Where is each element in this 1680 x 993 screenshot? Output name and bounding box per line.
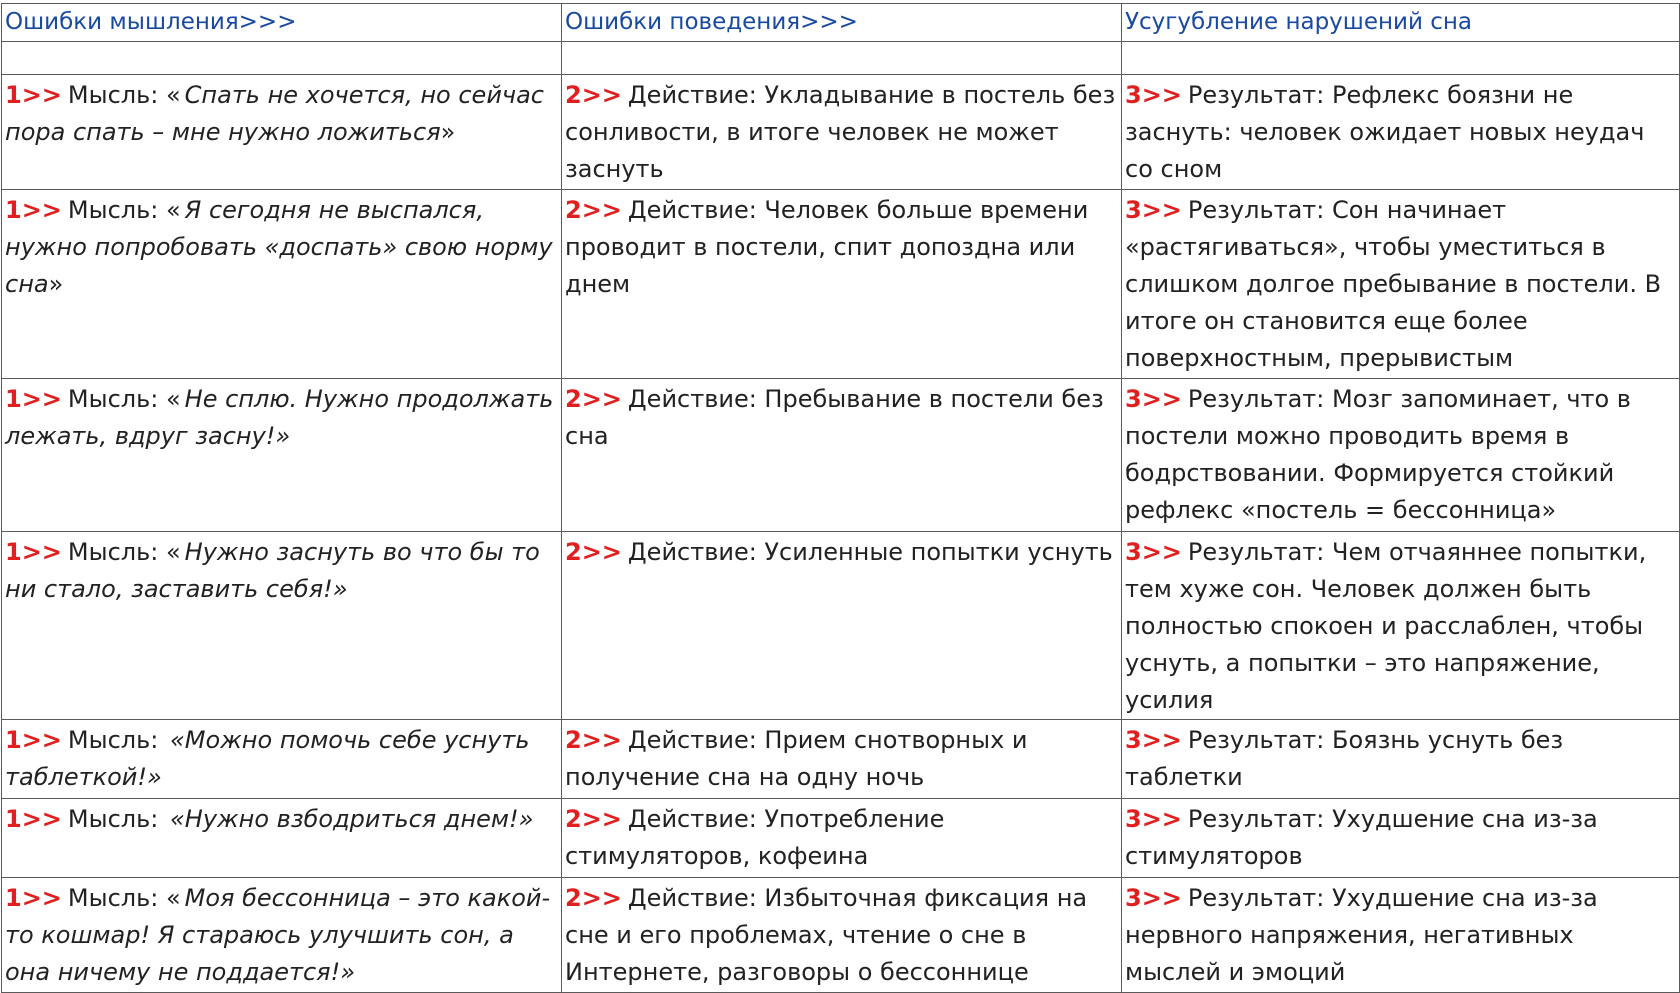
action-marker: 2>> [565,726,622,754]
thought-cell [2,532,562,720]
thought-prefix: Мысль: « [67,196,181,224]
result-marker: 3>> [1125,805,1182,833]
action-text: Действие: Усиленные попытки уснуть [627,538,1113,566]
thought-quote: «Нужно взбодриться днем!» [169,805,534,833]
action-cell [562,379,1122,532]
result-marker: 3>> [1125,385,1182,413]
action-text: Действие: Прием снотворных и получение сна на одну ночь [565,726,1028,791]
result-text: Результат: Сон начинает «растягиваться», чтобы уместиться в слишком долгое пребывание в постели. В итоге он становится еще более поверхностным, прерывистым [1125,196,1662,372]
empty-cell [2,42,562,75]
result-cell [1122,190,1680,379]
header-sleep-worsening: Усугубление нарушений сна [1122,4,1680,42]
thought-prefix: Мысль: « [67,538,181,566]
result-cell [1122,799,1680,878]
thought-marker: 1>> [5,385,62,413]
action-marker: 2>> [565,196,622,224]
action-marker: 2>> [565,884,622,912]
thought-cell [2,190,562,379]
action-marker: 2>> [565,81,622,109]
action-text: Действие: Пребывание в постели без сна [565,385,1104,450]
action-cell [562,190,1122,379]
thought-marker: 1>> [5,805,62,833]
spacer-row [2,42,1680,75]
thought-marker: 1>> [5,196,62,224]
thought-quote: Спать не хочется, но сейчас пора спать – мне нужно ложиться [5,81,544,146]
result-marker: 3>> [1125,726,1182,754]
action-marker: 2>> [565,805,622,833]
action-text: Действие: Употребление стимуляторов, кофеина [565,805,945,870]
result-marker: 3>> [1125,538,1182,566]
table-row [2,878,1680,993]
thought-marker: 1>> [5,538,62,566]
empty-cell [562,42,1122,75]
table-row [2,532,1680,720]
result-text: Результат: Рефлекс боязни не заснуть: человек ожидает новых неудач со сном [1125,81,1645,183]
thought-prefix: Мысль: [67,805,166,833]
sleep-errors-table [1,3,1680,993]
action-text: Действие: Избыточная фиксация на сне и его проблемах, чтение о сне в Интернете, разговоры о бессоннице [565,884,1088,986]
header-thinking-errors: Ошибки мышления>>> [2,4,562,42]
thought-marker: 1>> [5,884,62,912]
result-cell [1122,878,1680,993]
result-marker: 3>> [1125,884,1182,912]
result-text: Результат: Мозг запоминает, что в постели можно проводить время в бодрствовании. Формируется стойкий рефлекс «постель = бессонница» [1125,385,1631,524]
header-behavior-errors: Ошибки поведения>>> [562,4,1122,42]
action-text: Действие: Укладывание в постель без сонливости, в итоге человек не может заснуть [565,81,1116,183]
thought-quote: Не сплю. Нужно продолжать лежать, вдруг засну!» [5,385,554,450]
result-cell [1122,75,1680,190]
table-row [2,720,1680,799]
result-text: Результат: Ухудшение сна из-за стимуляторов [1125,805,1598,870]
action-cell [562,799,1122,878]
result-text: Результат: Боязнь уснуть без таблетки [1125,726,1564,791]
action-marker: 2>> [565,538,622,566]
thought-cell [2,878,562,993]
action-cell [562,532,1122,720]
thought-quote: Нужно заснуть во что бы то ни стало, заставить себя!» [5,538,540,603]
result-marker: 3>> [1125,196,1182,224]
table-row [2,799,1680,878]
thought-prefix: Мысль: « [67,385,181,413]
table-row [2,190,1680,379]
thought-prefix: Мысль: « [67,81,181,109]
action-text: Действие: Человек больше времени проводит в постели, спит допоздна или днем [565,196,1089,298]
thought-quote: Моя бессонница – это какой-то кошмар! Я стараюсь улучшить сон, а она ничему не поддается!» [5,884,551,986]
action-cell [562,75,1122,190]
thought-quote: Я сегодня не выспался, нужно попробовать «доспать» свою норму сна [5,196,553,298]
empty-cell [1122,42,1680,75]
action-cell [562,720,1122,799]
result-text: Результат: Ухудшение сна из-за нервного напряжения, негативных мыслей и эмоций [1125,884,1598,986]
table-row [2,75,1680,190]
thought-cell [2,720,562,799]
result-cell [1122,379,1680,532]
thought-cell [2,799,562,878]
thought-prefix: Мысль: « [67,884,181,912]
thought-marker: 1>> [5,81,62,109]
action-marker: 2>> [565,385,622,413]
thought-prefix: Мысль: [67,726,166,754]
result-cell [1122,532,1680,720]
header-row [2,4,1680,42]
table-row [2,379,1680,532]
action-cell [562,878,1122,993]
thought-cell [2,75,562,190]
result-cell [1122,720,1680,799]
thought-quote: «Можно помочь себе уснуть таблеткой!» [5,726,530,791]
thought-cell [2,379,562,532]
thought-marker: 1>> [5,726,62,754]
thought-suffix: » [48,270,64,298]
result-marker: 3>> [1125,81,1182,109]
thought-suffix: » [440,118,456,146]
result-text: Результат: Чем отчаяннее попытки, тем хуже сон. Человек должен быть полностью спокоен и расслаблен, чтобы уснуть, а попытки – это напряжение, усилия [1125,538,1647,714]
